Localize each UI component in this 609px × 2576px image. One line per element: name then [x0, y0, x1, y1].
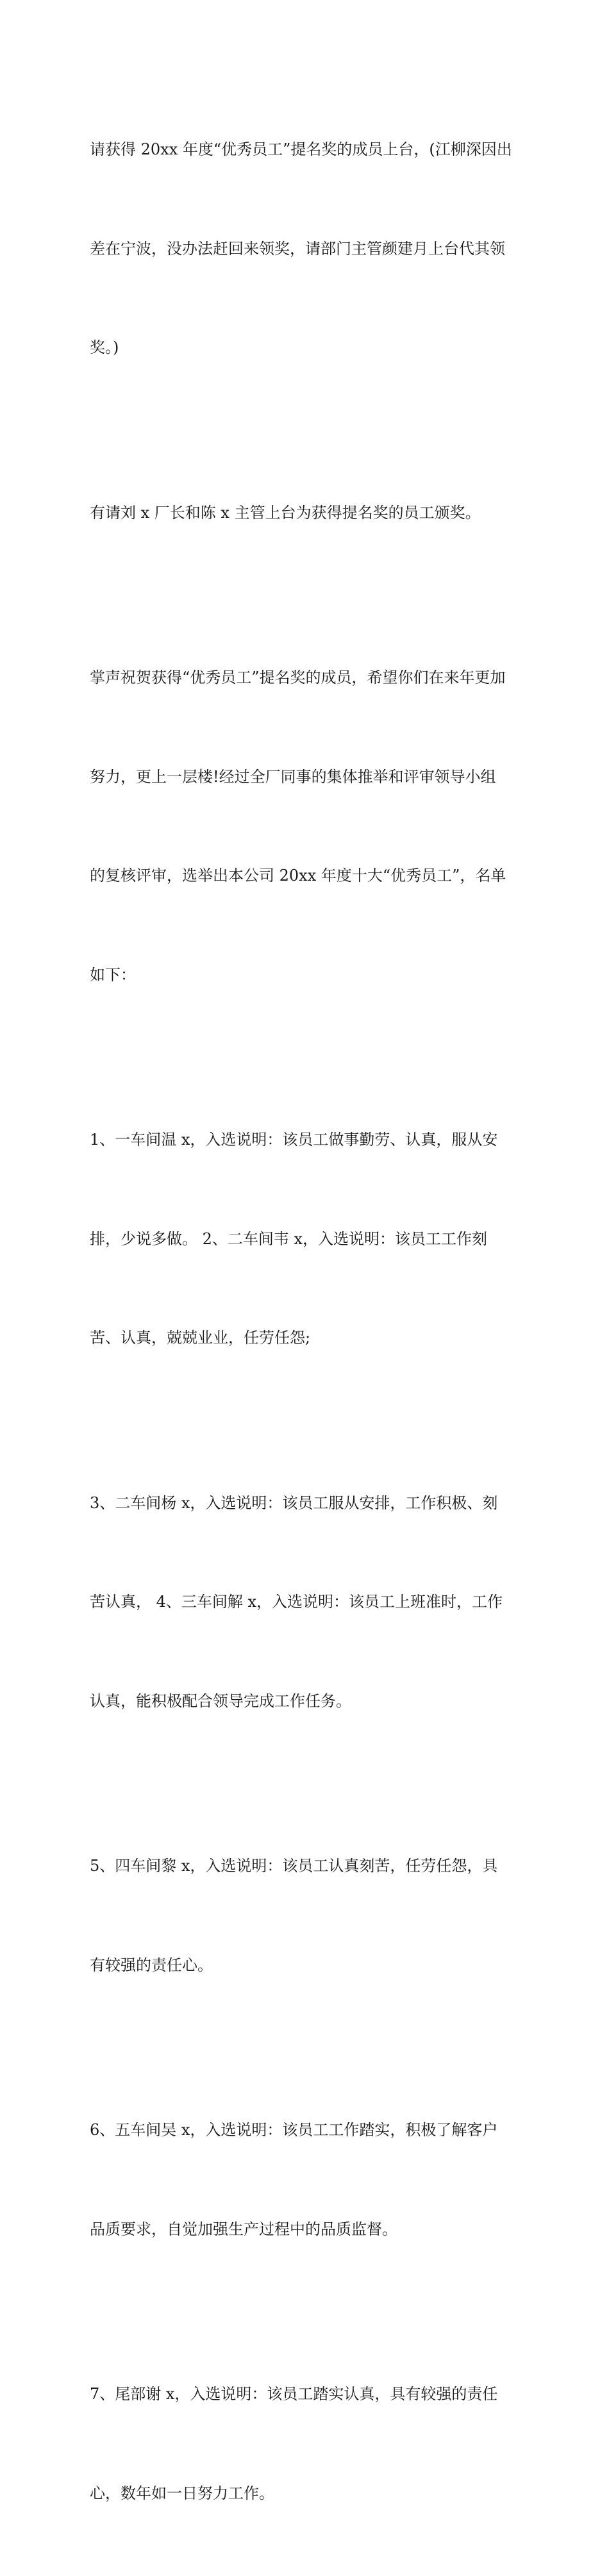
- text-line: 7、尾部谢 x，入选说明：该员工踏实认真，具有较强的责任: [90, 2385, 498, 2403]
- text-line: 如下：: [90, 965, 136, 984]
- list-item-winner-7: [90, 2312, 526, 2576]
- text-line: 排，少说多做。 2、二车间韦 x，入选说明：该员工工作刻: [90, 1229, 488, 1248]
- paragraph-presenter-invitation: [90, 431, 526, 596]
- text-line: 6、五车间吴 x，入选说明：该员工工作踏实，积极了解客户: [90, 2121, 498, 2139]
- text-line: 1、一车间温 x，入选说明：该员工做事勤劳、认真，服从安: [90, 1131, 498, 1149]
- text-line: 品质要求，自觉加强生产过程中的品质监督。: [90, 2220, 397, 2238]
- text-line: 掌声祝贺获得“优秀员工”提名奖的成员，希望你们在来年更加: [90, 669, 506, 686]
- paragraph-congratulations: [90, 595, 526, 1058]
- text-line: 心，数年如一日努力工作。: [90, 2484, 274, 2502]
- text-line: 有较强的责任心。: [90, 1956, 213, 1974]
- list-item-winner-5: [90, 1784, 526, 2048]
- list-item-winner-3-4: [90, 1421, 526, 1784]
- text-line: 认真，能积极配合领导完成工作任务。: [90, 1691, 351, 1710]
- text-line: 努力，更上一层楼!经过全厂同事的集体推举和评审领导小组: [90, 767, 496, 786]
- list-item-winner-1-2: [90, 1058, 526, 1421]
- text-line: 5、四车间黎 x，入选说明：该员工认真刻苦，任劳任怨，具: [90, 1857, 498, 1875]
- text-line: 3、二车间杨 x，入选说明：该员工服从安排，工作积极、刻: [90, 1493, 498, 1512]
- text-line: 的复核评审，选举出本公司 20xx 年度十大“优秀员工”，名单: [90, 867, 506, 885]
- text-line: 差在宁波，没办法赶回来领奖，请部门主管颜建月上台代其领: [90, 239, 505, 258]
- text-line: 奖。): [90, 338, 119, 356]
- paragraph-nominee-award-call: [90, 67, 526, 431]
- text-line: 请获得 20xx 年度“优秀员工”提名奖的成员上台，(江柳深因出: [90, 140, 512, 158]
- text-line: 苦认真， 4、三车间解 x，入选说明：该员工上班准时，工作: [90, 1593, 503, 1611]
- document-body: [90, 67, 526, 2576]
- text-line: 有请刘 x 厂长和陈 x 主管上台为获得提名奖的员工颁奖。: [90, 503, 481, 522]
- text-line: 苦、认真，兢兢业业，任劳任怨;: [90, 1329, 311, 1347]
- list-item-winner-6: [90, 2048, 526, 2312]
